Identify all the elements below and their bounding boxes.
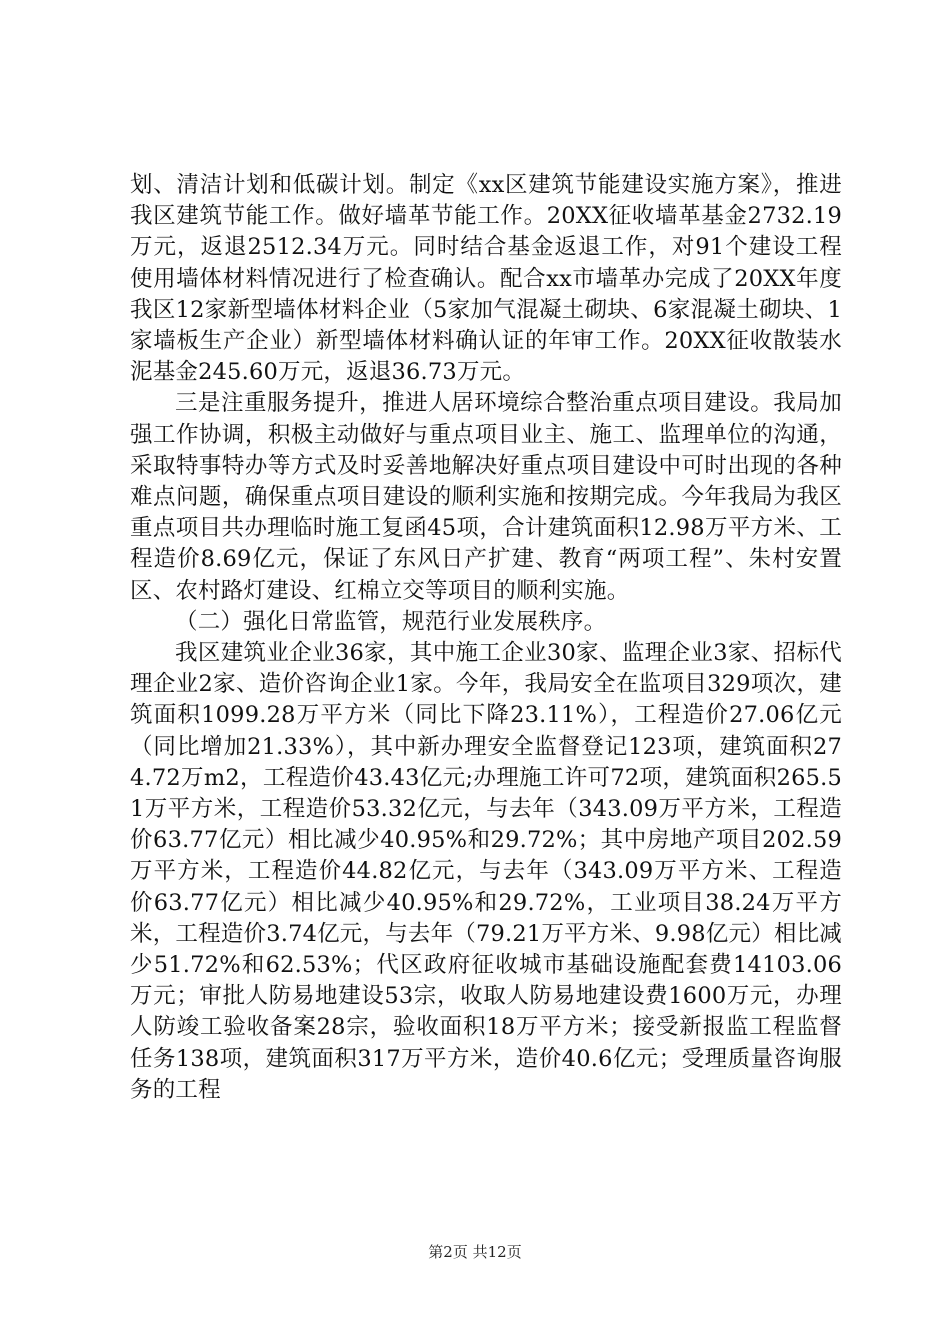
section-heading: （二）强化日常监管，规范行业发展秩序。 (175, 608, 607, 635)
paragraph-2: 三是注重服务提升，推进人居环境综合整治重点项目建设。我局加强工作协调，积极主动做好与重点项目业主、施工、监理单位的沟通，采取特事特办等方式及时妥善地解决好重点项目建设中可时出现的各种难点问题，确保重点项目建设的顺利实施和按期完成。今年我局为我区重点项目共办理临时施工复函45项，合计建筑面积12.98万平方米、工程造价8.69亿元，保证了东风日产扩建、教育“两项工程”、朱村安置区、农村路灯建设、红棉立交等项目的顺利实施。 (130, 390, 842, 604)
paragraph-1: 划、清洁计划和低碳计划。制定《xx区建筑节能建设实施方案》，推进我区建筑节能工作。做好墙革节能工作。20XX征收墙革基金2732.19万元，返退2512.34万元。同时结合基金返退工作，对91个建设工程使用墙体材料情况进行了检查确认。配合xx市墙革办完成了20XX年度我区12家新型墙体材料企业（5家加气混凝土砌块、6家混凝土砌块、1家墙板生产企业）新型墙体材料确认证的年审工作。20XX征收散装水泥基金245.60万元，返退36.73万元。 (130, 172, 842, 386)
page-number: 第2页 共12页 (428, 1243, 522, 1261)
document-body (130, 170, 842, 1106)
paragraph-3: 我区建筑业企业36家，其中施工企业30家、监理企业3家、招标代理企业2家、造价咨询企业1家。今年，我局安全在监项目329项次，建筑面积1099.28万平方米（同比下降23.11%），工程造价27.06亿元（同比增加21.33%），其中新办理安全监督登记123项，建筑面积274.72万m2，工程造价43.43亿元;办理施工许可72项，建筑面积265.51万平方米，工程造价53.32亿元，与去年（343.09万平方米，工程造价63.77亿元）相比减少40.95%和29.72%；其中房地产项目202.59万平方米，工程造价44.82亿元，与去年（343.09万平方米、工程造价63.77亿元）相比减少40.95%和29.72%，工业项目38.24万平方米，工程造价3.74亿元，与去年（79.21万平方米、9.98亿元）相比减少51.72%和62.53%；代区政府征收城市基础设施配套费14103.06万元；审批人防易地建设53宗，收取人防易地建设费1600万元，办理人防竣工验收备案28宗，验收面积18万平方米；接受新报监工程监督任务138项，建筑面积317万平方米，造价40.6亿元；受理质量咨询服务的工程 (130, 640, 843, 1103)
